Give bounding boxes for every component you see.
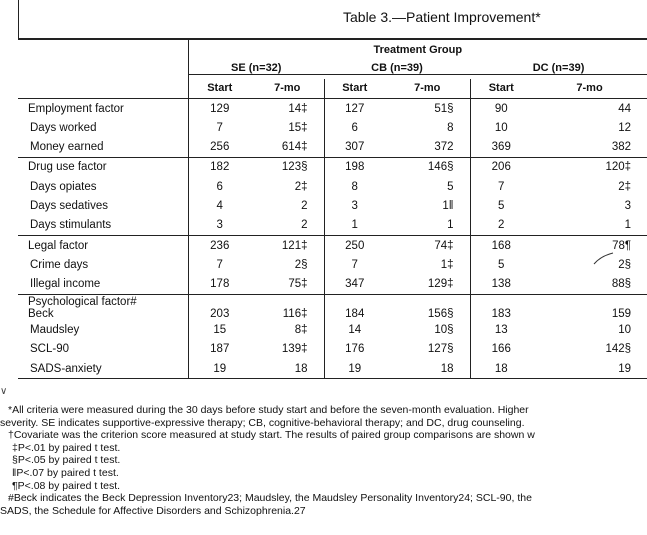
footnote: severity. SE indicates supportive-expressive therapy; CB, cognitive-behavioral therapy; and DC, drug counseling. — [0, 416, 525, 429]
table-cell: 7 — [216, 258, 223, 271]
table-row — [18, 320, 647, 339]
table-cell: 146§ — [385, 157, 470, 177]
table-cell: 18 — [251, 359, 324, 379]
table-cell: 74‡ — [385, 235, 470, 255]
table-cell: 6 — [324, 118, 385, 137]
row-label: Money earned — [18, 137, 188, 157]
table-cell: 1‡ — [440, 258, 454, 271]
table-cell: 2‡ — [618, 180, 632, 193]
table-cell: 159 — [532, 294, 647, 320]
table-row — [18, 255, 647, 274]
table-cell: 3 — [624, 200, 632, 213]
margin-mark: ∨ — [0, 386, 8, 397]
table-cell: 7 — [470, 177, 532, 196]
row-label: Crime days — [18, 255, 188, 274]
patient-improvement-table — [18, 38, 647, 379]
table-cell: 184 — [324, 294, 385, 320]
row-label: Days sedatives — [18, 196, 188, 215]
table-cell: 8 — [447, 121, 454, 134]
table-cell: 2 — [301, 200, 308, 213]
table-cell: 168 — [470, 235, 532, 255]
footnote: #Beck indicates the Beck Depression Inventory23; Maudsley, the Maudsley Personality Inventory24; SCL-90, the — [8, 492, 532, 505]
table-cell: 8 — [324, 177, 385, 196]
row-label: SCL-90 — [18, 340, 188, 359]
table-row — [18, 235, 647, 255]
footnote: ‡P<.01 by paired t test. — [12, 441, 121, 454]
table-row — [18, 98, 647, 118]
table-cell: 1‖ — [442, 200, 454, 213]
footnote: ¶P<.08 by paired t test. — [12, 479, 121, 492]
table-cell: 203 — [188, 294, 251, 320]
table-cell: 10§ — [434, 324, 454, 336]
table-cell: 206 — [470, 157, 532, 177]
table-row — [18, 340, 647, 359]
table-row — [18, 196, 647, 215]
row-label-line: Beck — [28, 307, 54, 320]
pen-annotation-mark — [593, 252, 615, 266]
table-cell: 78¶ — [532, 235, 647, 255]
row-label: SADS-anxiety — [18, 359, 188, 379]
table-cell: 12 — [618, 121, 632, 134]
table-cell: 116‡ — [251, 294, 324, 320]
table-cell: 6 — [216, 180, 223, 193]
table-row — [18, 177, 647, 196]
table-cell: 347 — [324, 275, 385, 295]
col-7mo: 7-mo — [385, 79, 470, 99]
arm-header-dc: DC (n=39) — [470, 59, 647, 78]
table-row — [18, 157, 647, 177]
table-cell: 19 — [532, 359, 647, 379]
table-cell: 2§ — [294, 258, 308, 271]
row-label: Drug use factor — [18, 157, 188, 177]
row-label-line: Psychological factor# — [28, 295, 137, 308]
table-cell: 18 — [470, 359, 532, 379]
table-row — [18, 118, 647, 137]
table-cell: 19 — [324, 359, 385, 379]
footnote: †Covariate was the criterion score measured at study start. The results of paired group comparisons are shown w — [8, 429, 535, 442]
footnote: ‖P<.07 by paired t test. — [12, 466, 119, 479]
table-cell: 166 — [470, 340, 532, 359]
row-label: Days worked — [18, 118, 188, 137]
table-cell: 176 — [324, 340, 385, 359]
table-cell: 51§ — [434, 102, 454, 115]
table-cell: 44 — [618, 102, 632, 115]
table-cell: 15‡ — [288, 121, 308, 134]
row-label: Legal factor — [18, 235, 188, 255]
table-cell: 183 — [470, 294, 532, 320]
table-cell: 7 — [324, 255, 385, 274]
table-cell: 123§ — [251, 157, 324, 177]
table-cell: 15 — [213, 324, 227, 336]
table-cell: 13 — [470, 320, 532, 339]
table-cell: 14‡ — [288, 102, 308, 115]
table-cell: 3 — [216, 219, 223, 232]
row-label — [18, 294, 188, 320]
row-label: Illegal income — [18, 275, 188, 295]
row-label: Maudsley — [18, 320, 188, 339]
table-cell: 182 — [188, 157, 251, 177]
table-cell: 250 — [324, 235, 385, 255]
footnote: §P<.05 by paired t test. — [12, 454, 121, 467]
table-cell: 236 — [188, 235, 251, 255]
table-cell: 198 — [324, 157, 385, 177]
table-cell: 178 — [210, 278, 230, 291]
table-cell: 10 — [470, 118, 532, 137]
footnote: SADS, the Schedule for Affective Disorders and Schizophrenia.27 — [0, 504, 306, 517]
table-row — [18, 216, 647, 236]
table-cell: 90 — [470, 98, 532, 118]
table-cell: 19 — [188, 359, 251, 379]
arm-header-cb: CB (n=39) — [324, 59, 470, 78]
table-cell: 2§ — [618, 258, 632, 271]
table-cell: 120‡ — [532, 157, 647, 177]
stub-header — [18, 39, 188, 59]
table-cell: 1 — [324, 216, 385, 236]
table-cell: 75‡ — [288, 278, 308, 291]
table-cell: 372 — [434, 141, 454, 154]
table-cell: 142§ — [605, 343, 632, 356]
footnotes — [0, 404, 647, 517]
table-cell: 1 — [624, 219, 632, 232]
table-cell: 10 — [618, 324, 632, 336]
table-cell: 2 — [470, 216, 532, 236]
table-cell: 127§ — [427, 343, 454, 356]
row-label: Days stimulants — [18, 216, 188, 236]
table-cell: 156§ — [385, 294, 470, 320]
table-cell: 129 — [210, 102, 230, 115]
table-left-rule — [18, 0, 19, 38]
table-row — [18, 359, 647, 379]
col-7mo: 7-mo — [251, 79, 324, 99]
table-cell: 8‡ — [294, 324, 308, 336]
table-cell: 3 — [324, 196, 385, 215]
table-cell: 5 — [447, 180, 454, 193]
table-cell: 5 — [470, 255, 532, 274]
table-row — [18, 294, 647, 320]
table-cell: 7 — [216, 121, 223, 134]
col-start: Start — [324, 79, 385, 99]
table-cell: 256 — [210, 141, 230, 154]
table-cell: 2 — [301, 219, 308, 232]
row-label: Days opiates — [18, 177, 188, 196]
footnote: *All criteria were measured during the 30 days before study start and before the seven-month evaluation. Higher — [8, 404, 529, 416]
table-cell: 138 — [470, 275, 532, 295]
table-cell: 2‡ — [294, 180, 308, 193]
table-cell: 4 — [216, 200, 223, 213]
table-cell: 5 — [470, 196, 532, 215]
table-cell: 18 — [385, 359, 470, 379]
table-cell: 187 — [210, 343, 230, 356]
table-cell: 129‡ — [427, 278, 454, 291]
col-start: Start — [470, 79, 532, 99]
table-cell: 121‡ — [251, 235, 324, 255]
table-cell: 1 — [447, 219, 454, 232]
table-cell: 382 — [611, 141, 632, 154]
table-cell: 139‡ — [281, 343, 308, 356]
table-row — [18, 275, 647, 295]
table-cell: 614‡ — [281, 141, 308, 154]
table-cell: 307 — [324, 137, 385, 157]
table-cell: 14 — [324, 320, 385, 339]
table-title: Table 3.—Patient Improvement* — [343, 9, 541, 25]
table-cell: 369 — [470, 137, 532, 157]
table-cell: 88§ — [611, 278, 632, 291]
title-row — [0, 0, 647, 38]
col-7mo: 7-mo — [532, 79, 647, 99]
arm-header-se: SE (n=32) — [188, 59, 324, 78]
row-label: Employment factor — [18, 98, 188, 118]
table-row — [18, 137, 647, 157]
treatment-group-header: Treatment Group — [188, 39, 647, 59]
table-cell: 127 — [324, 98, 385, 118]
col-start: Start — [188, 79, 251, 99]
